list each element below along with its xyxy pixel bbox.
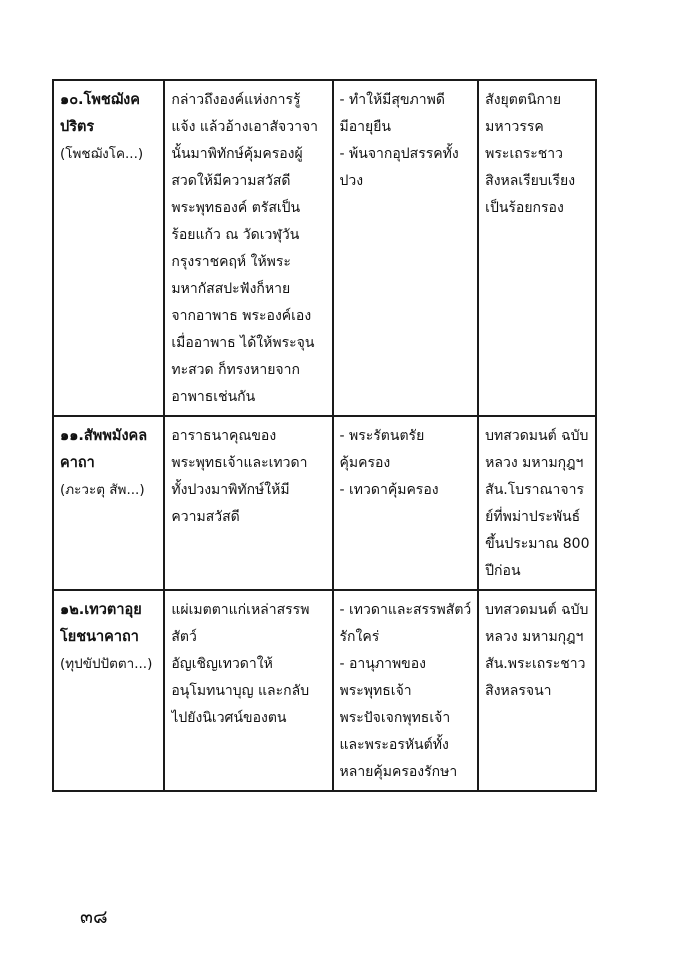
benefit-line: และพระอรหันต์ทั้ง (339, 737, 449, 753)
source-line: เป็นร้อยกรอง (485, 200, 564, 216)
chant-name-cell (53, 590, 164, 791)
meaning-line: กรุงราชคฤห์ ให้พระ (171, 254, 291, 270)
meaning-line: จากอาพาธ พระองค์เอง (171, 308, 312, 324)
source-cell (478, 590, 596, 791)
table-row (53, 416, 596, 590)
benefit-line: พระพุทธเจ้า (339, 683, 412, 699)
source-line: บทสวดมนต์ ฉบับ (485, 602, 589, 618)
source-line: สัน.โบราณาจาร (485, 482, 584, 498)
benefit-line: - พระรัตนตรัย (339, 428, 425, 444)
meaning-cell (164, 80, 332, 416)
chant-title: ๑๑.สัพพมังคล (60, 428, 148, 444)
source-line: สิงหลเรียบเรียง (485, 173, 576, 189)
meaning-line: สัตว์ (171, 629, 197, 645)
meaning-line: พระพุทธองค์ ตรัสเป็น (171, 200, 301, 216)
table-row (53, 590, 596, 791)
meaning-line: อาราธนาคุณของ (171, 428, 277, 444)
chant-name-cell (53, 80, 164, 416)
chant-name-cell (53, 416, 164, 590)
meaning-line: กล่าวถึงองค์แห่งการรู้ (171, 92, 301, 108)
benefit-line: พระปัจเจกพุทธเจ้า (339, 710, 451, 726)
meaning-line: อัญเชิญเทวดาให้ (171, 656, 273, 672)
source-line: หลวง มหามกุฎฯ (485, 629, 584, 645)
chant-title: คาถา (60, 455, 95, 471)
source-line: มหาวรรค (485, 119, 544, 135)
chant-title: ๑๒.เทวตาอุย (60, 602, 142, 618)
source-cell (478, 80, 596, 416)
benefit-line: - เทวดาคุ้มครอง (339, 482, 439, 498)
meaning-cell (164, 416, 332, 590)
meaning-line: เมื่ออาพาธ ได้ให้พระจุน (171, 335, 315, 351)
meaning-line: ไปยังนิเวศน์ของตน (171, 710, 287, 726)
benefit-line: - ทำให้มีสุขภาพดี (339, 92, 445, 108)
chant-table (52, 79, 597, 792)
source-line: บทสวดมนต์ ฉบับ (485, 428, 589, 444)
benefit-line: - เทวดาและสรรพสัตว์ (339, 602, 472, 618)
benefit-line: - พ้นจากอุปสรรคทั้ง (339, 146, 459, 162)
meaning-line: ทะสวด ก็ทรงหายจาก (171, 362, 300, 378)
meaning-line: พระพุทธเจ้าและเทวดา (171, 455, 308, 471)
benefit-line: - อานุภาพของ (339, 656, 426, 672)
source-line: หลวง มหามกุฎฯ (485, 455, 584, 471)
chant-opening: (ทุปขัปปัตตา...) (60, 656, 153, 672)
meaning-line: นั้นมาพิทักษ์คุ้มครองผู้ (171, 146, 303, 162)
benefit-cell (333, 590, 479, 791)
meaning-cell (164, 590, 332, 791)
meaning-line: ร้อยแก้ว ณ วัดเวฬุวัน (171, 227, 300, 243)
meaning-line: อาพาธเช่นกัน (171, 389, 256, 405)
chant-opening: (โพชฌังโค...) (60, 146, 144, 162)
meaning-line: ทั้งปวงมาพิทักษ์ให้มี (171, 482, 290, 498)
chant-title: ปริตร (60, 119, 95, 135)
source-cell (478, 416, 596, 590)
benefit-line: มีอายุยืน (339, 119, 391, 135)
benefit-cell (333, 416, 479, 590)
benefit-line: รักใคร่ (339, 629, 380, 645)
meaning-line: อนุโมทนาบุญ และกลับ (171, 683, 310, 699)
meaning-line: ความสวัสดี (171, 509, 240, 525)
meaning-line: มหากัสสปะฟังก็หาย (171, 281, 291, 297)
meaning-line: แผ่เมตตาแก่เหล่าสรรพ (171, 602, 310, 618)
source-line: สิงหลรจนา (485, 683, 552, 699)
source-line: สังยุตตนิกาย (485, 92, 562, 108)
meaning-line: แจ้ง แล้วอ้างเอาสัจวาจา (171, 119, 319, 135)
benefit-line: คุ้มครอง (339, 455, 391, 471)
chant-title: ๑๐.โพชฌังค (60, 92, 140, 108)
benefit-line: ปวง (339, 173, 364, 189)
table-row (53, 80, 596, 416)
chant-opening: (ภะวะตุ สัพ...) (60, 482, 145, 498)
meaning-line: สวดให้มีความสวัสดี (171, 173, 291, 189)
benefit-line: หลายคุ้มครองรักษา (339, 764, 458, 780)
chant-title: โยชนาคาถา (60, 629, 139, 645)
page-number: ๓๘ (80, 906, 108, 928)
source-line: สัน.พระเถระชาว (485, 656, 586, 672)
source-line: ขึ้นประมาณ 800 (485, 536, 589, 552)
source-line: ปีก่อน (485, 563, 521, 579)
source-line: พระเถระชาว (485, 146, 563, 162)
source-line: ย์ที่พม่าประพันธ์ (485, 509, 581, 525)
benefit-cell (333, 80, 479, 416)
